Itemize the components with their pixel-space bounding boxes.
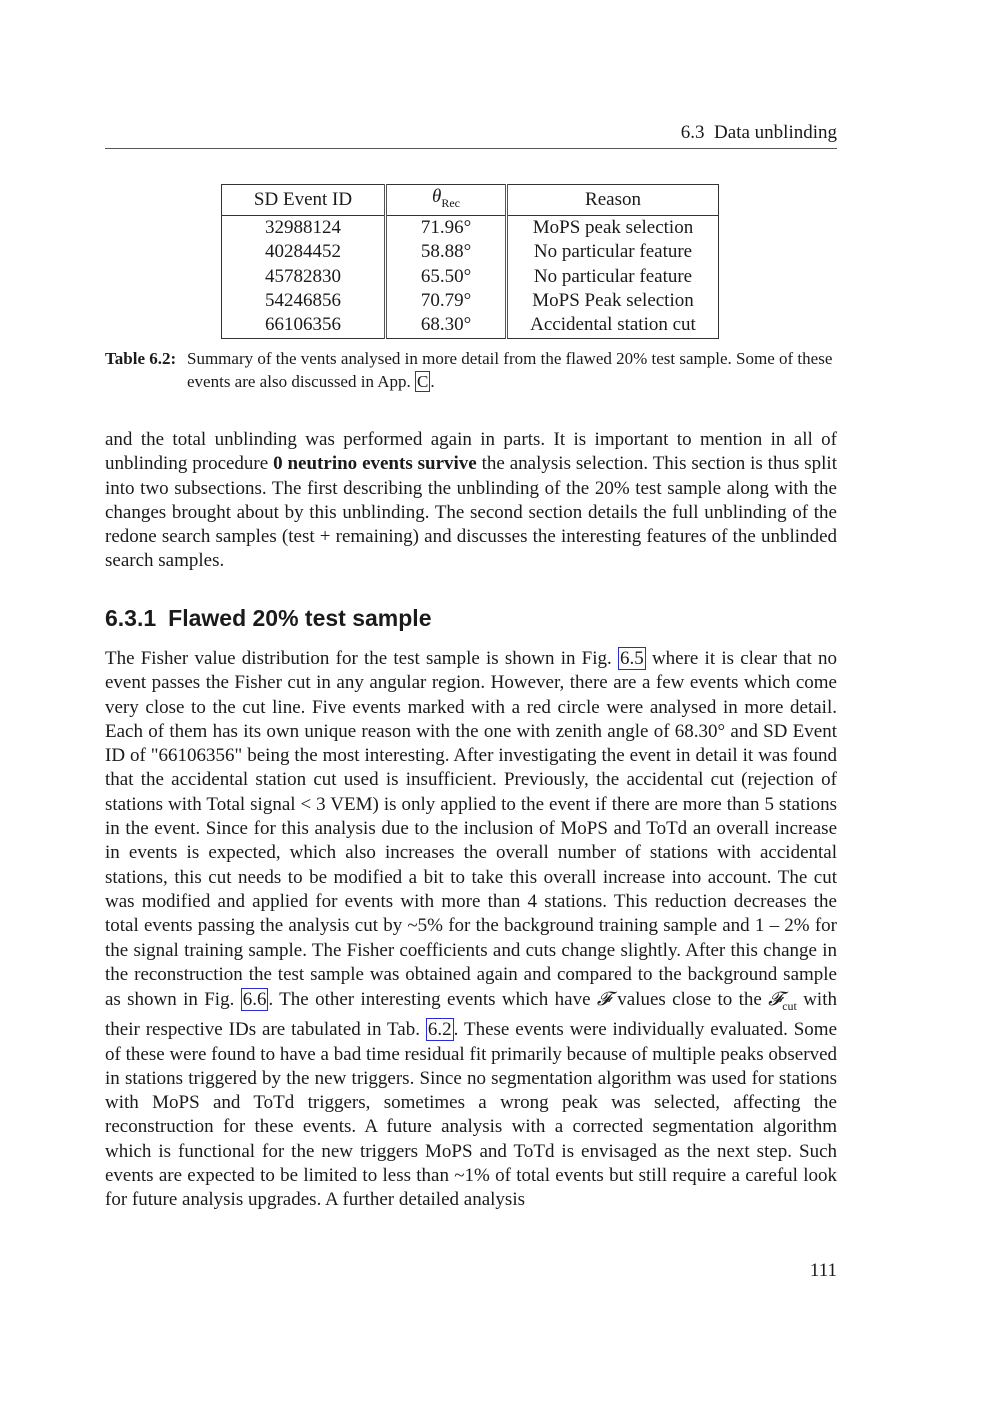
cell-reason: MoPS Peak selection	[532, 289, 694, 311]
cell-event-id: 66106356	[222, 313, 386, 338]
table-caption	[105, 347, 837, 393]
theta-symbol: θ	[432, 186, 442, 207]
appendix-c-link[interactable]: C	[417, 372, 429, 391]
intro-text-end: the analysis selection. This section is thus split into two subsections. The first describing the unblinding of the 20% test sample along with the changes brought about by this unblinding. The second section details the full unblinding of the redone search samples (test + remaining) and discusses the interesting features of the unblinded search samples.	[105, 453, 837, 572]
cell-reason: Accidental station cut	[530, 314, 696, 336]
column-header-theta	[386, 185, 507, 216]
cell-theta: 71.96°	[386, 216, 507, 241]
figure-6-6-link[interactable]: 6.6	[242, 989, 267, 1011]
page-number: 111	[809, 1260, 837, 1281]
cell-reason: MoPS peak selection	[532, 217, 694, 239]
running-header	[105, 122, 837, 144]
table-row	[222, 265, 719, 289]
section-heading	[105, 605, 432, 632]
intro-text-start: and the total unblinding was performed again in parts. It is important to mention in all of unblinding procedure	[105, 429, 837, 475]
caption-text-block	[187, 347, 837, 393]
section-title: Flawed 20% test sample	[168, 605, 432, 631]
body-text-5: with their respective IDs are tabulated in Tab.	[105, 989, 837, 1041]
cell-theta: 65.50°	[386, 265, 507, 289]
table-6-2-link[interactable]: 6.2	[427, 1019, 452, 1041]
section-number: 6.3.1	[105, 605, 157, 631]
body-text-3: . The other interesting events which have	[268, 989, 597, 1011]
table-row	[222, 216, 719, 241]
caption-end: .	[430, 372, 435, 391]
cell-event-id: 45782830	[222, 265, 386, 289]
cell-event-id: 40284452	[222, 240, 386, 264]
cell-event-id: 54246856	[222, 289, 386, 313]
cell-theta: 70.79°	[386, 289, 507, 313]
body-text-6: . These events were individually evaluated. Some of these were found to have a bad time residual fit primarily because of multiple peaks observed in stations triggered by the new triggers. Since no segmentation algorithm was used for stations with MoPS and ToTd triggers, sometimes a wrong peak was selected, affecting the reconstruction for these events. A future analysis with a corrected segmentation algorithm which is functional for the new triggers MoPS and ToTd is envisaged as the next step. Such events are expected to be limited to less than ~1% of total events but still require a careful look for future analysis upgrades. A further detailed analysis	[105, 1019, 838, 1211]
cell-reason: No particular feature	[533, 265, 693, 287]
intro-paragraph	[105, 428, 837, 574]
table-row	[222, 240, 719, 264]
body-text-4: values close to the	[610, 989, 769, 1011]
theta-subscript: Rec	[441, 195, 460, 210]
cell-theta: 58.88°	[386, 240, 507, 264]
table-header-row	[222, 185, 719, 216]
events-table	[221, 184, 719, 339]
column-header-reason: Reason	[507, 185, 719, 216]
fisher-symbol: 𝓕	[596, 988, 611, 1011]
events-table-container	[221, 184, 719, 339]
intro-bold-text: 0 neutrino events survive	[273, 453, 477, 475]
column-header-event-id: SD Event ID	[222, 185, 386, 216]
cell-theta: 68.30°	[386, 313, 507, 338]
cell-reason: No particular feature	[533, 241, 693, 263]
table-row	[222, 313, 719, 338]
header-rule	[105, 148, 837, 149]
table-row	[222, 289, 719, 313]
caption-label: Table 6.2:	[105, 349, 177, 368]
caption-text: Summary of the vents analysed in more detail from the flawed 20% test sample. Some of these events are also discussed in App.	[187, 349, 833, 391]
body-text-1: The Fisher value distribution for the test sample is shown in Fig.	[105, 648, 618, 669]
body-text-2: where it is clear that no event passes the Fisher cut in any angular region. However, there are a few events which come very close to the cut line. Five events marked with a red circle were analysed in more detail. Each of them has its own unique reason with the one with zenith angle of 68.30° and SD Event ID of "66106356" being the most interesting. After investigating the event in detail it was found that the accidental station cut used is insufficient. Previously, the accidental cut (rejection of stations with Total signal < 3 VEM) is only applied to the event if there are more than 5 stations in the event. Since for this analysis due to the inclusion of MoPS and ToTd an overall increase in events is expected, which also increases the overall number of stations with accidental stations, this cut needs to be modified a bit to take this overall increase into account. The cut was modified and applied for events with more than 4 stations. This reduction decreases the total events passing the analysis cut by ~5% for the background training sample and 1 – 2% for the signal training sample. The Fisher coefficients and cuts change slightly. After this change in the reconstruction the test sample was obtained again and compared to the background sample as shown in Fig.	[105, 648, 837, 1011]
cell-event-id: 32988124	[222, 216, 386, 241]
header-section-title: Data unblinding	[714, 122, 837, 143]
fisher-cut-subscript: cut	[782, 998, 797, 1013]
body-paragraph	[105, 647, 837, 1213]
fisher-cut-symbol: 𝓕	[768, 988, 783, 1011]
header-section-number: 6.3	[680, 122, 705, 143]
figure-6-5-link[interactable]: 6.5	[619, 648, 644, 669]
